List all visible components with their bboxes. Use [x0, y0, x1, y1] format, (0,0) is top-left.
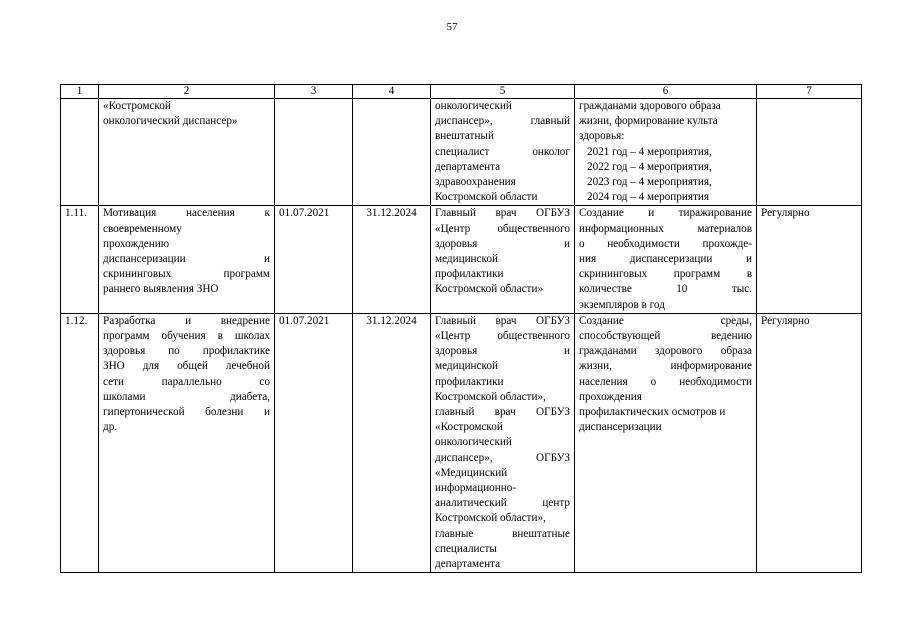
- responsible-line: департамента: [435, 160, 501, 173]
- responsible-line: информационно-: [435, 482, 517, 495]
- frequency-cell: Регулярно: [757, 313, 862, 572]
- start-date: [275, 99, 353, 206]
- result-line: 2021 год – 4 мероприятия,: [587, 145, 712, 158]
- activity-line: гипертонической болезни и: [103, 406, 270, 419]
- result-cell: [575, 206, 757, 313]
- activity-line: др.: [103, 421, 118, 434]
- responsible-line: медицинской: [435, 360, 498, 373]
- responsible-line: профилактики: [435, 375, 504, 388]
- activity-line: программ обучения в школах: [103, 330, 270, 343]
- result-cell: [575, 313, 757, 572]
- responsible-cell: [431, 206, 575, 313]
- result-line: способствующей ведению: [579, 330, 752, 343]
- activity-line: школами диабета,: [103, 390, 270, 403]
- responsible-line: Главный врач ОГБУЗ: [435, 314, 570, 327]
- responsible-line: «Медицинский: [435, 466, 508, 479]
- activity-line: ЗНО для общей лечебной: [103, 360, 270, 373]
- responsible-line: Костромской области»,: [435, 390, 546, 403]
- responsible-line: диспансер», ОГБУЗ: [435, 451, 570, 464]
- responsible-line: главные внештатные: [435, 527, 570, 540]
- row-number: 1.11.: [61, 206, 99, 313]
- activity-line: онкологический диспансер»: [103, 115, 238, 128]
- table-header-row: [61, 85, 862, 99]
- responsible-line: онкологический: [435, 100, 512, 112]
- responsible-line: специалисты: [435, 542, 497, 555]
- row-number: [61, 99, 99, 206]
- responsible-line: департамента: [435, 558, 501, 571]
- activity-cell: [99, 206, 275, 313]
- table-row: [61, 313, 862, 572]
- end-date: 31.12.2024: [353, 313, 431, 572]
- activity-line: раннего выявления ЗНО: [103, 283, 219, 296]
- header-col-1: 1: [61, 85, 99, 99]
- responsible-line: здоровья и: [435, 237, 570, 250]
- page-number: 57: [446, 21, 458, 33]
- activity-table: [60, 84, 862, 573]
- end-date: 31.12.2024: [353, 206, 431, 313]
- header-col-5: 5: [431, 85, 575, 99]
- result-line: количестве 10 тыс.: [579, 283, 752, 296]
- end-date: [353, 99, 431, 206]
- result-line: информационных материалов: [579, 222, 752, 235]
- responsible-line: здоровья и: [435, 345, 570, 358]
- activity-line: Разработка и внедрение: [103, 314, 270, 327]
- frequency-cell: [757, 99, 862, 206]
- responsible-line: внештатный: [435, 130, 494, 143]
- header-col-3: 3: [275, 85, 353, 99]
- result-line: жизни, формирование культа: [579, 115, 718, 128]
- result-line: о необходимости прохожде-: [579, 237, 752, 250]
- frequency-cell: Регулярно: [757, 206, 862, 313]
- table-row: [61, 99, 862, 206]
- result-line: экземпляров в год: [579, 298, 665, 311]
- responsible-line: Костромской области»: [435, 283, 544, 296]
- activity-line: диспансеризации и: [103, 253, 270, 266]
- activity-line: прохождению: [103, 237, 170, 250]
- responsible-line: «Центр общественного: [435, 330, 570, 343]
- header-col-7: 7: [757, 85, 862, 99]
- result-line: населения о необходимости: [579, 375, 752, 388]
- result-cell: [575, 99, 757, 206]
- header-col-2: 2: [99, 85, 275, 99]
- responsible-cell: [431, 99, 575, 206]
- result-line: 2022 год – 4 мероприятия,: [587, 160, 712, 173]
- row-number: 1.12.: [61, 313, 99, 572]
- responsible-line: Костромской области: [435, 191, 538, 204]
- responsible-line: медицинской: [435, 253, 498, 266]
- start-date: 01.07.2021: [275, 313, 353, 572]
- responsible-line: главный врач ОГБУЗ: [435, 406, 570, 419]
- result-line: 2023 год – 4 мероприятия,: [587, 176, 712, 189]
- activity-line: сети параллельно со: [103, 375, 270, 388]
- responsible-line: «Центр общественного: [435, 222, 570, 235]
- responsible-line: онкологический: [435, 436, 512, 449]
- result-line: ния диспансеризации и: [579, 253, 752, 266]
- result-line: диспансеризации: [579, 421, 662, 434]
- table-row: [61, 206, 862, 313]
- result-line: жизни, информирование: [579, 360, 752, 373]
- result-line: прохождения: [579, 390, 642, 403]
- responsible-line: специалист онколог: [435, 145, 570, 158]
- result-line: здоровья:: [579, 130, 625, 143]
- activity-line: Мотивация населения к: [103, 207, 270, 220]
- header-col-4: 4: [353, 85, 431, 99]
- responsible-line: Главный врач ОГБУЗ: [435, 207, 570, 220]
- result-line: 2024 год – 4 мероприятия: [587, 191, 709, 204]
- activity-cell: [99, 313, 275, 572]
- responsible-line: Костромской области»,: [435, 512, 546, 525]
- responsible-line: профилактики: [435, 268, 504, 281]
- result-line: Создание и тиражирование: [579, 207, 752, 220]
- activity-line: «Костромской: [103, 100, 171, 112]
- responsible-cell: [431, 313, 575, 572]
- responsible-line: здравоохранения: [435, 176, 516, 189]
- result-line: гражданами здорового образа: [579, 100, 721, 112]
- result-line: профилактических осмотров и: [579, 406, 726, 419]
- activity-line: здоровья по профилактике: [103, 345, 270, 358]
- responsible-line: «Костромской: [435, 421, 503, 434]
- responsible-line: диспансер», главный: [435, 115, 570, 128]
- activity-cell: [99, 99, 275, 206]
- activity-line: скрининговых программ: [103, 268, 270, 281]
- header-col-6: 6: [575, 85, 757, 99]
- responsible-line: аналитический центр: [435, 497, 570, 510]
- result-line: скрининговых программ в: [579, 268, 752, 281]
- start-date: 01.07.2021: [275, 206, 353, 313]
- activity-line: своевременному: [103, 222, 182, 235]
- result-line: Создание среды,: [579, 314, 752, 327]
- result-line: гражданами здорового образа: [579, 345, 752, 358]
